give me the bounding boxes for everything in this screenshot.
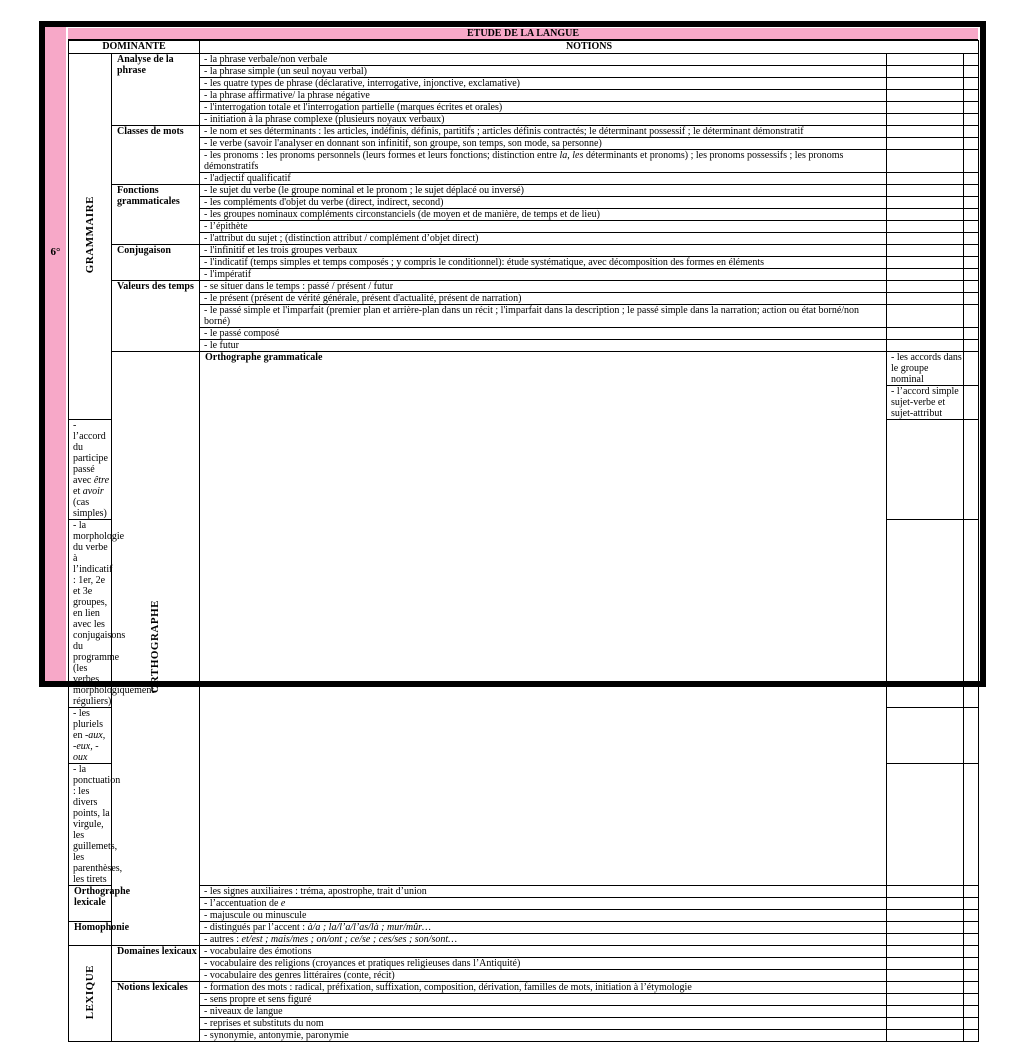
notion-row: - l’accord du participe passé avec être et avoir (cas simples)	[69, 420, 112, 520]
sub-ortho-gram: Orthographe grammaticale	[200, 352, 887, 886]
notion-row: - les accords dans le groupe nominal	[887, 352, 964, 386]
sub-ortho-lex: Orthographe lexicale	[69, 886, 112, 922]
sub-valeurs: Valeurs des temps	[112, 281, 200, 352]
table-container	[45, 27, 980, 1041]
notion-row: - vocabulaire des religions (croyances et pratiques religieuses dans l’Antiquité)	[200, 958, 887, 970]
notion-row: - le présent (présent de vérité générale, présent d'actualité, présent de narration)	[200, 293, 887, 305]
header-dominante: DOMINANTE	[69, 41, 200, 54]
notion-row: - le passé simple et l'imparfait (premier plan et arrière-plan dans un récit ; l'imparfait dans la description ; le passé simple dans la narration; action ou état borné/non borné)	[200, 305, 887, 328]
grade-label: 6°	[50, 246, 61, 258]
notions-table	[68, 40, 979, 1042]
notion-row: - l'adjectif qualificatif	[200, 173, 887, 185]
notion-row: - l'attribut du sujet ; (distinction attribut / complément d’objet direct)	[200, 233, 887, 245]
notion-row: - la morphologie du verbe à l’indicatif : 1er, 2e et 3e groupes, en lien avec les conjugaisons du programme (les verbes morphologiquement réguliers)	[69, 520, 112, 708]
sub-domaines: Domaines lexicaux	[112, 946, 200, 982]
notion-row: - l'indicatif (temps simples et temps composés ; y compris le conditionnel): étude systématique, avec décomposition des formes en éléments	[200, 257, 887, 269]
notion-row: - les groupes nominaux compléments circonstanciels (de moyen et de manière, de temps et de lieu)	[200, 209, 887, 221]
header-notions: NOTIONS	[200, 41, 979, 54]
notion-row: - sens propre et sens figuré	[200, 994, 887, 1006]
sub-classes: Classes de mots	[112, 126, 200, 185]
notion-row: - le nom et ses déterminants : les articles, indéfinis, définis, partitifs ; articles définis contractés; le déterminant possessif ; le déterminant démonstratif	[200, 126, 887, 138]
section-lexique: LEXIQUE	[69, 946, 112, 1042]
notion-row: - le verbe (savoir l'analyser en donnant son infinitif, son groupe, son temps, son mode, sa personne)	[200, 138, 887, 150]
notion-row: - l'interrogation totale et l'interrogation partielle (marques écrites et orales)	[200, 102, 887, 114]
table-title: ETUDE DE LA LANGUE	[68, 28, 978, 40]
notion-row: - formation des mots : radical, préfixation, suffixation, composition, dérivation, familles de mots, initiation à l’étymologie	[200, 982, 887, 994]
notion-row: - l'impératif	[200, 269, 887, 281]
notion-row: - l’accentuation de e	[200, 898, 887, 910]
notion-row: - vocabulaire des émotions	[200, 946, 887, 958]
notion-row: - l'infinitif et les trois groupes verbaux	[200, 245, 887, 257]
section-orthographe: ORTHOGRAPHE	[112, 352, 200, 946]
page-frame	[39, 21, 986, 1041]
notion-row: - la phrase simple (un seul noyau verbal)	[200, 66, 887, 78]
notion-row: - le sujet du verbe (le groupe nominal et le pronom ; le sujet déplacé ou inversé)	[200, 185, 887, 197]
section-grammaire: GRAMMAIRE	[69, 54, 112, 420]
sub-analyse: Analyse de la phrase	[112, 54, 200, 126]
notion-row: - majuscule ou minuscule	[200, 910, 887, 922]
notion-row: - initiation à la phrase complexe (plusieurs noyaux verbaux)	[200, 114, 887, 126]
notion-row: - la ponctuation : les divers points, la virgule, les guillemets, les parenthèses, les tirets	[69, 764, 112, 886]
notion-row: - la phrase affirmative/ la phrase négative	[200, 90, 887, 102]
sub-conjugaison: Conjugaison	[112, 245, 200, 281]
notion-row: - se situer dans le temps : passé / présent / futur	[200, 281, 887, 293]
notion-row: - vocabulaire des genres littéraires (conte, récit)	[200, 970, 887, 982]
notion-row: - autres : et/est ; mais/mes ; on/ont ; ce/se ; ces/ses ; son/sont…	[200, 934, 887, 946]
notion-row: - l’épithète	[200, 221, 887, 233]
notion-row: - les pronoms : les pronoms personnels (leurs formes et leurs fonctions; distinction entre la, les déterminants et pronoms) ; les pronoms possessifs ; les pronoms démonstratifs	[200, 150, 887, 173]
notion-row: - les compléments d'objet du verbe (direct, indirect, second)	[200, 197, 887, 209]
notion-row: - la phrase verbale/non verbale	[200, 54, 887, 66]
notion-row: - distingués par l’accent : à/a ; la/l’a/l’as/là ; mur/mûr…	[200, 922, 887, 934]
sub-fonctions: Fonctions grammaticales	[112, 185, 200, 245]
notion-row: - synonymie, antonymie, paronymie	[200, 1030, 887, 1042]
notion-row: - le futur	[200, 340, 887, 352]
sub-homophonie: Homophonie	[69, 922, 112, 946]
notion-row: - les signes auxiliaires : tréma, apostrophe, trait d’union	[200, 886, 887, 898]
grade-column	[45, 27, 66, 681]
notion-row: - l’accord simple sujet-verbe et sujet-attribut	[887, 386, 964, 420]
notion-row: - niveaux de langue	[200, 1006, 887, 1018]
notion-row: - reprises et substituts du nom	[200, 1018, 887, 1030]
notion-row: - les quatre types de phrase (déclarative, interrogative, injonctive, exclamative)	[200, 78, 887, 90]
notion-row: - les pluriels en -aux, -eux, -oux	[69, 708, 112, 764]
sub-notions-lex: Notions lexicales	[112, 982, 200, 1042]
notion-row: - le passé composé	[200, 328, 887, 340]
